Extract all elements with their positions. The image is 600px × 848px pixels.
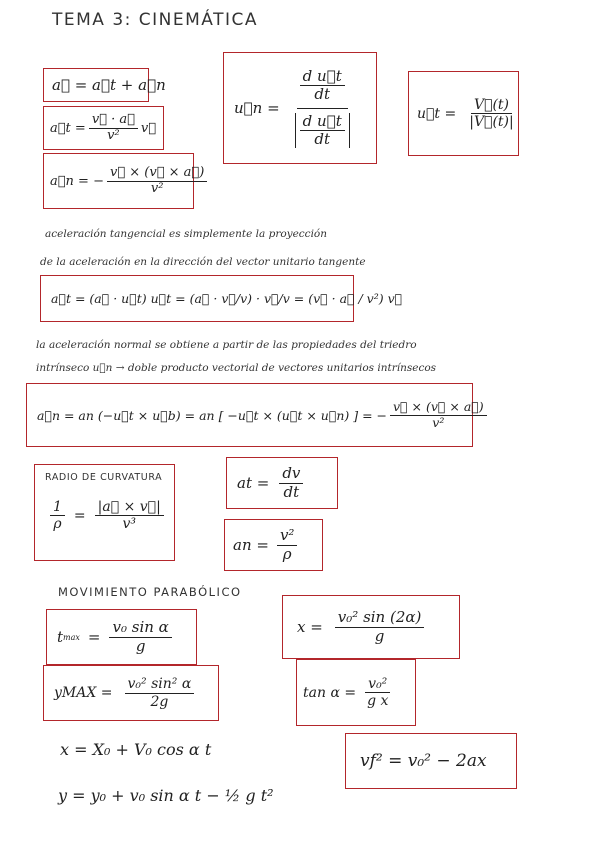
- equation-y-position: y = y₀ + v₀ sin α t − ½ g t²: [58, 786, 274, 805]
- note-normal-line-1: la aceleración normal se obtiene a partir de las propiedades del triedro: [36, 339, 417, 351]
- final-velocity-text: vf² = v₀² − 2ax: [360, 751, 487, 771]
- an-scalar-denominator: ρ: [282, 544, 292, 563]
- ymax-numerator: v₀² sin² α: [125, 676, 195, 693]
- box-y-max: [43, 665, 219, 721]
- parabolic-heading: MOVIMIENTO PARABÓLICO: [58, 585, 242, 599]
- at-lhs: a⃗t =: [50, 120, 86, 136]
- un-numerator-dt: dt: [314, 85, 331, 104]
- box-radius-of-curvature: [34, 464, 175, 561]
- radius-equals: =: [73, 507, 86, 524]
- normal-expansion-denominator: v²: [432, 414, 445, 430]
- ut-lhs: u⃗t =: [417, 105, 457, 122]
- an-scalar-numerator: v²: [277, 527, 298, 545]
- box-tangential-projection: [40, 275, 403, 322]
- box-tangential-scalar: [226, 457, 338, 509]
- ymax-lhs: yMAX =: [54, 685, 113, 701]
- un-abs-denominator: dt: [314, 129, 331, 148]
- ymax-denominator: 2g: [150, 693, 169, 710]
- note-tangential-line-2: de la aceleración en la dirección del vector unitario tangente: [40, 256, 366, 268]
- box-tan-alpha: [296, 659, 416, 726]
- radius-lhs-numerator: 1: [50, 499, 65, 516]
- at-tail: v⃗: [140, 120, 157, 136]
- page-title: TEMA 3: CINEMÁTICA: [52, 10, 258, 30]
- radius-denominator: v³: [122, 516, 136, 533]
- at-scalar-denominator: dt: [283, 482, 300, 501]
- range-lhs: x =: [297, 618, 323, 636]
- note-tangential-line-1: aceleración tangencial es simplemente la proyección: [45, 228, 328, 240]
- tan-denominator: g x: [367, 693, 389, 709]
- radius-numerator: |a⃗ × v⃗|: [95, 499, 164, 516]
- range-numerator: v₀² sin (2α): [335, 609, 425, 627]
- tmax-equals: =: [87, 628, 101, 646]
- at-scalar-lhs: at =: [237, 474, 270, 492]
- at-numerator: v⃗ · a⃗: [89, 113, 138, 129]
- equation-x-position: x = X₀ + V₀ cos α t: [60, 740, 212, 759]
- normal-expansion-numerator: v⃗ × (v⃗ × a⃗): [390, 400, 487, 415]
- radius-lhs-denominator: ρ: [53, 516, 62, 533]
- ut-numerator: V⃗(t): [471, 97, 512, 114]
- normal-expansion-text: a⃗n = an (−u⃗t × u⃗b) = an [ −u⃗t × (u⃗t × u⃗n) ] = −: [37, 407, 387, 423]
- box-normal-scalar: [224, 519, 323, 571]
- at-scalar-numerator: dv: [279, 465, 303, 483]
- tan-lhs: tan α =: [303, 684, 357, 701]
- range-denominator: g: [374, 626, 385, 645]
- box-time-max: [46, 609, 197, 665]
- box-final-velocity: [345, 733, 517, 789]
- tmax-lhs: t: [57, 628, 64, 646]
- tan-numerator: v₀²: [365, 676, 390, 693]
- an-scalar-lhs: an =: [233, 536, 269, 554]
- an-lhs: a⃗n = −: [50, 173, 104, 189]
- un-lhs: u⃗n =: [234, 99, 280, 117]
- un-numerator: d u⃗t: [300, 68, 345, 86]
- tmax-subscript: max: [63, 632, 80, 642]
- box-unit-normal: [223, 52, 377, 164]
- note-normal-line-2: intrínseco u⃗n → doble producto vectorial de vectores unitarios intrínsecos: [36, 362, 437, 374]
- tmax-denominator: g: [135, 636, 146, 655]
- un-abs-numerator: d u⃗t: [300, 113, 345, 131]
- an-denominator: v²: [150, 180, 164, 196]
- an-numerator: v⃗ × (v⃗ × a⃗): [107, 166, 207, 182]
- tmax-numerator: v₀ sin α: [109, 619, 171, 637]
- at-denominator: v²: [107, 127, 120, 143]
- box-tangential-acceleration-vector: [43, 106, 164, 150]
- tangential-projection-text: a⃗t = (a⃗ · u⃗t) u⃗t = (a⃗ · v⃗/v) · v⃗/v = (v⃗ · a⃗ / v²) v⃗: [51, 291, 403, 306]
- radius-heading: RADIO DE CURVATURA: [45, 472, 163, 483]
- box-normal-expansion: [26, 383, 484, 447]
- box-normal-acceleration-vector: [43, 153, 205, 209]
- box-unit-tangent: [408, 71, 519, 156]
- ut-denominator: |V⃗(t)|: [469, 114, 514, 130]
- box-acceleration-sum: [43, 68, 166, 102]
- box-range: [282, 595, 460, 659]
- acceleration-sum-text: a⃗ = a⃗t + a⃗n: [52, 76, 166, 94]
